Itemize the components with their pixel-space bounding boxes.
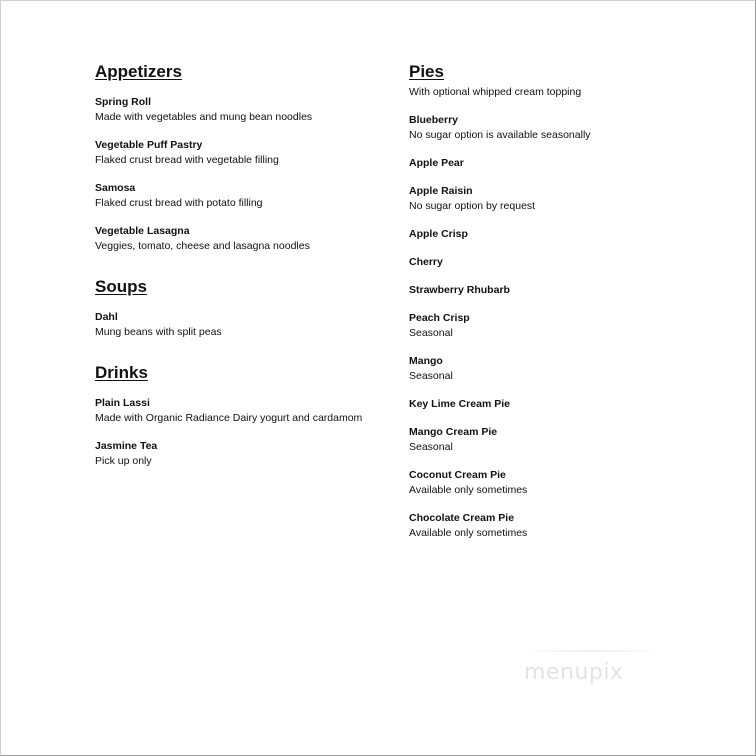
watermark-decoration [522,650,662,652]
item-name: Samosa [95,182,136,194]
menu-item [95,181,385,211]
menu-item [95,138,385,168]
menu-item [409,425,709,455]
item-name: Key Lime Cream Pie [409,398,510,410]
menu-item [409,113,709,143]
section-drinks [95,363,385,469]
item-name: Plain Lassi [95,397,150,409]
menu-item [409,184,709,214]
item-description: Veggies, tomato, cheese and lasagna noodles [95,240,310,252]
item-name: Apple Raisin [409,185,473,197]
menu-item [95,95,385,125]
menu-item [95,396,385,426]
item-description: No sugar option by request [409,200,536,212]
section-pies [409,62,709,541]
item-name: Apple Pear [409,157,464,169]
item-description: Available only sometimes [409,527,528,539]
item-name: Peach Crisp [409,312,470,324]
menu-item [95,439,385,469]
item-name: Mango Cream Pie [409,426,498,438]
menu-item [409,468,709,498]
item-name: Vegetable Lasagna [95,225,190,237]
item-name: Coconut Cream Pie [409,469,506,481]
item-description: Available only sometimes [409,484,528,496]
menu-item [95,224,385,254]
item-description: Seasonal [409,441,453,453]
menu-item [409,511,709,541]
item-description: Pick up only [95,455,152,467]
item-name: Apple Crisp [409,228,468,240]
menu-item [409,156,709,171]
section-title: Pies [409,62,444,81]
item-description: Seasonal [409,370,453,382]
menu-item [409,311,709,341]
item-name: Jasmine Tea [95,440,158,452]
right-column [409,62,709,554]
menu-item [95,310,385,340]
item-description: Made with vegetables and mung bean noodles [95,111,313,123]
item-name: Spring Roll [95,96,151,108]
menu-item [409,227,709,242]
item-description: Made with Organic Radiance Dairy yogurt and cardamom [95,412,363,424]
item-description: Flaked crust bread with vegetable filling [95,154,279,166]
item-description: Mung beans with split peas [95,326,222,338]
menu-item [409,397,709,412]
item-name: Cherry [409,256,443,268]
watermark: menupix [524,660,624,685]
menu-item [409,354,709,384]
item-description: No sugar option is available seasonally [409,129,591,141]
item-description: Seasonal [409,327,453,339]
section-soups [95,277,385,340]
item-description: Flaked crust bread with potato filling [95,197,263,209]
item-name: Mango [409,355,443,367]
section-title: Drinks [95,363,148,382]
item-name: Vegetable Puff Pastry [95,139,203,151]
menu-item [409,255,709,270]
menu-item [409,283,709,298]
item-name: Blueberry [409,114,459,126]
left-column [95,62,385,482]
item-name: Dahl [95,311,118,323]
section-appetizers [95,62,385,254]
item-name: Chocolate Cream Pie [409,512,515,524]
item-name: Strawberry Rhubarb [409,284,510,296]
section-title: Appetizers [95,62,182,81]
section-title: Soups [95,277,147,296]
section-subtitle: With optional whipped cream topping [409,86,582,98]
